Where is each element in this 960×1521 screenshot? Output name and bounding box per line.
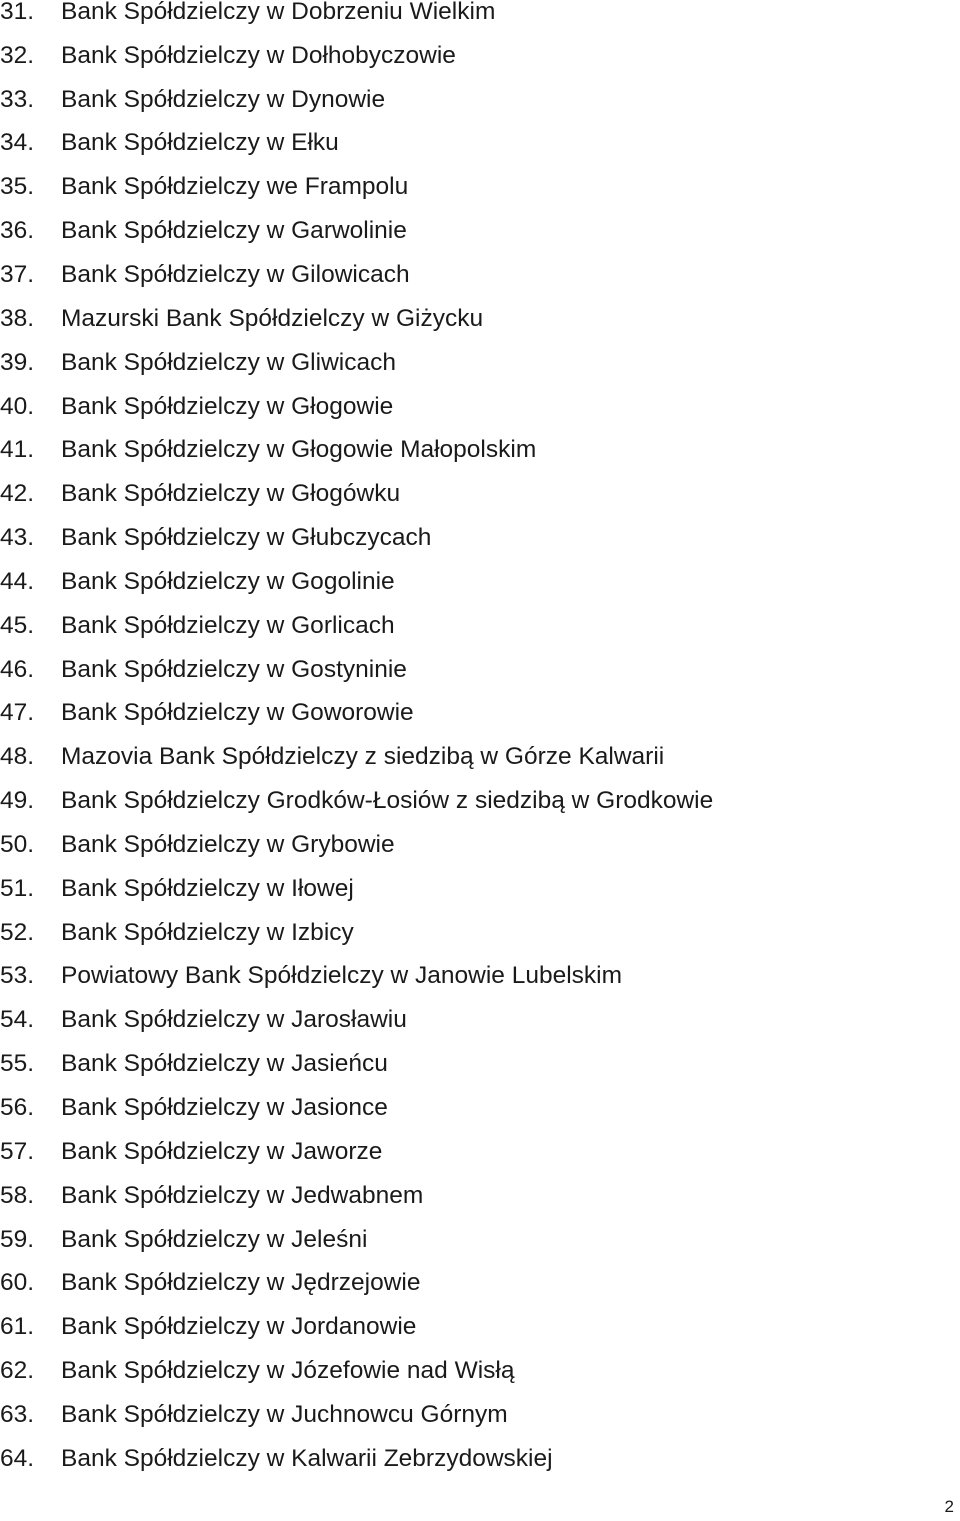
item-number: 54.: [0, 1006, 35, 1034]
bank-name: Bank Spółdzielczy w Głogowie: [61, 392, 394, 420]
list-item: [0, 78, 713, 122]
list-item: [0, 560, 713, 604]
item-number: 57.: [0, 1137, 35, 1165]
item-number: 55.: [0, 1050, 35, 1078]
list-item: [0, 297, 713, 341]
list-item: [0, 1174, 713, 1218]
item-number: 34.: [0, 129, 35, 157]
bank-name: Bank Spółdzielczy w Izbicy: [61, 918, 354, 946]
list-item: [0, 692, 713, 736]
item-number: 46.: [0, 655, 35, 683]
bank-name: Bank Spółdzielczy w Goworowie: [61, 699, 414, 727]
item-number: 36.: [0, 217, 35, 245]
bank-name: Bank Spółdzielczy w Jordanowie: [61, 1313, 417, 1341]
bank-name: Bank Spółdzielczy w Juchnowcu Górnym: [61, 1400, 508, 1428]
bank-name: Bank Spółdzielczy w Dołhobyczowie: [61, 41, 456, 69]
bank-name: Bank Spółdzielczy w Garwolinie: [61, 217, 407, 245]
bank-name: Mazovia Bank Spółdzielczy z siedzibą w Górze Kalwarii: [61, 743, 665, 771]
list-item: [0, 165, 713, 209]
bank-name: Bank Spółdzielczy w Iłowej: [61, 874, 354, 902]
list-item: [0, 1086, 713, 1130]
bank-name: Bank Spółdzielczy w Jędrzejowie: [61, 1269, 421, 1297]
item-number: 62.: [0, 1357, 35, 1385]
item-number: 53.: [0, 962, 35, 990]
list-item: [0, 34, 713, 78]
bank-name: Bank Spółdzielczy w Gliwicach: [61, 348, 396, 376]
bank-name: Bank Spółdzielczy w Józefowie nad Wisłą: [61, 1357, 515, 1385]
list-item: [0, 955, 713, 999]
item-number: 39.: [0, 348, 35, 376]
item-number: 52.: [0, 918, 35, 946]
item-number: 33.: [0, 85, 35, 113]
item-number: 47.: [0, 699, 35, 727]
list-item: [0, 0, 713, 34]
item-number: 64.: [0, 1444, 35, 1472]
item-number: 35.: [0, 173, 35, 201]
bank-name: Bank Spółdzielczy w Głogowie Małopolskim: [61, 436, 537, 464]
bank-name: Bank Spółdzielczy w Kalwarii Zebrzydowskiej: [61, 1444, 553, 1472]
list-item: [0, 428, 713, 472]
bank-name: Bank Spółdzielczy w Dobrzeniu Wielkim: [61, 0, 496, 25]
bank-name: Bank Spółdzielczy w Głogówku: [61, 480, 401, 508]
list-item: [0, 604, 713, 648]
list-item: [0, 823, 713, 867]
item-number: 43.: [0, 524, 35, 552]
item-number: 32.: [0, 41, 35, 69]
list-item: [0, 253, 713, 297]
bank-name: Bank Spółdzielczy we Frampolu: [61, 173, 409, 201]
bank-name: Bank Spółdzielczy Grodków-Łosiów z siedzibą w Grodkowie: [61, 787, 714, 815]
item-number: 56.: [0, 1094, 35, 1122]
bank-name: Powiatowy Bank Spółdzielczy w Janowie Lubelskim: [61, 962, 623, 990]
item-number: 44.: [0, 567, 35, 595]
bank-name: Mazurski Bank Spółdzielczy w Giżycku: [61, 304, 484, 332]
item-number: 42.: [0, 480, 35, 508]
bank-name: Bank Spółdzielczy w Jedwabnem: [61, 1181, 424, 1209]
bank-name: Bank Spółdzielczy w Jaworze: [61, 1137, 383, 1165]
list-item: [0, 209, 713, 253]
item-number: 41.: [0, 436, 35, 464]
list-item: [0, 122, 713, 166]
list-item: [0, 1437, 713, 1481]
list-item: [0, 385, 713, 429]
item-number: 59.: [0, 1225, 35, 1253]
list-item: [0, 1305, 713, 1349]
item-number: 58.: [0, 1181, 35, 1209]
bank-name: Bank Spółdzielczy w Gogolinie: [61, 567, 395, 595]
bank-name: Bank Spółdzielczy w Gorlicach: [61, 611, 395, 639]
list-item: [0, 648, 713, 692]
list-item: [0, 779, 713, 823]
item-number: 40.: [0, 392, 35, 420]
bank-name: Bank Spółdzielczy w Gilowicach: [61, 260, 410, 288]
bank-name: Bank Spółdzielczy w Jarosławiu: [61, 1006, 407, 1034]
bank-name: Bank Spółdzielczy w Grybowie: [61, 830, 395, 858]
list-item: [0, 516, 713, 560]
item-number: 50.: [0, 830, 35, 858]
bank-name: Bank Spółdzielczy w Jeleśni: [61, 1225, 368, 1253]
item-number: 49.: [0, 787, 35, 815]
list-item: [0, 867, 713, 911]
bank-name: Bank Spółdzielczy w Gostyninie: [61, 655, 407, 683]
bank-name: Bank Spółdzielczy w Głubczycach: [61, 524, 432, 552]
list-item: [0, 1042, 713, 1086]
item-number: 38.: [0, 304, 35, 332]
item-number: 37.: [0, 260, 35, 288]
list-item: [0, 1261, 713, 1305]
bank-name: Bank Spółdzielczy w Jasionce: [61, 1094, 388, 1122]
list-item: [0, 1218, 713, 1262]
list-item: [0, 341, 713, 385]
list-item: [0, 735, 713, 779]
list-item: [0, 911, 713, 955]
list-item: [0, 1130, 713, 1174]
bank-name: Bank Spółdzielczy w Jasieńcu: [61, 1050, 388, 1078]
list-item: [0, 1349, 713, 1393]
item-number: 31.: [0, 0, 35, 25]
item-number: 63.: [0, 1400, 35, 1428]
list-item: [0, 1393, 713, 1437]
item-number: 48.: [0, 743, 35, 771]
item-number: 51.: [0, 874, 35, 902]
item-number: 45.: [0, 611, 35, 639]
item-number: 60.: [0, 1269, 35, 1297]
page-number: 2: [944, 1497, 954, 1516]
item-number: 61.: [0, 1313, 35, 1341]
bank-name: Bank Spółdzielczy w Dynowie: [61, 85, 386, 113]
list-item: [0, 998, 713, 1042]
bank-name: Bank Spółdzielczy w Ełku: [61, 129, 339, 157]
list-item: [0, 472, 713, 516]
